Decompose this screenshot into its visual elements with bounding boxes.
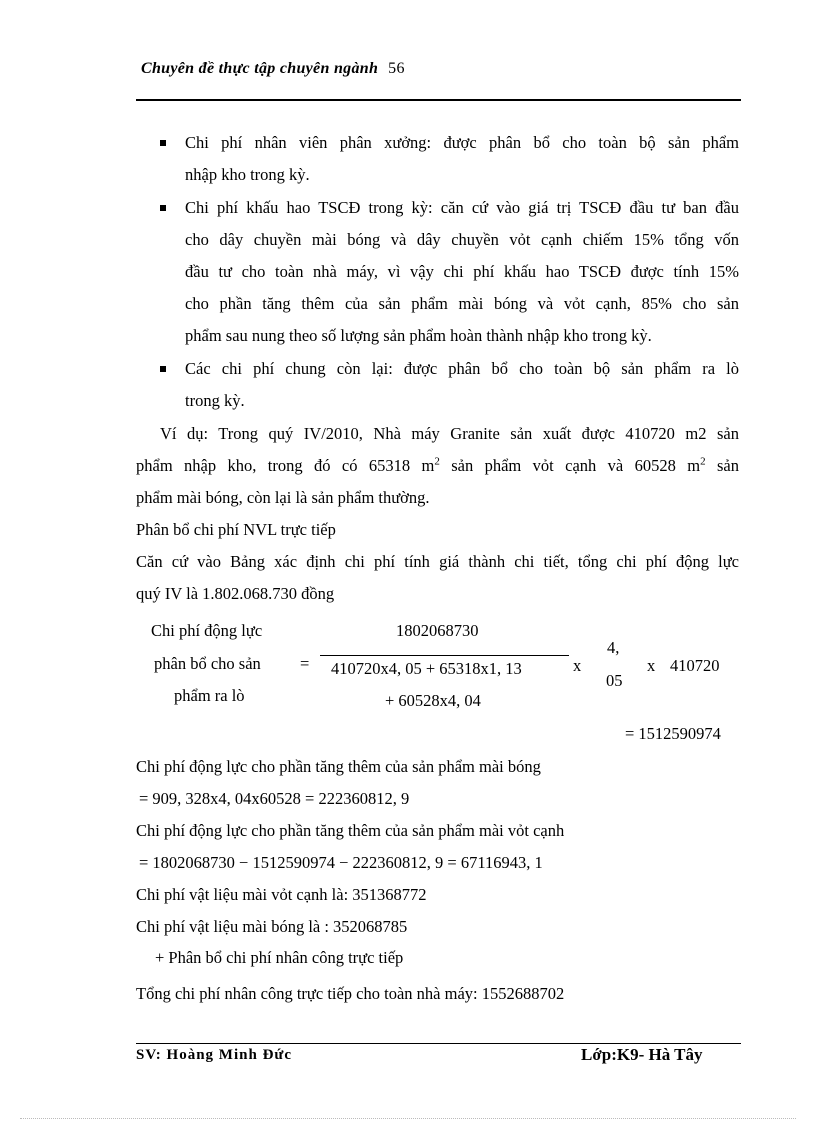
- calc-1-label: Chi phí động lực cho phần tăng thêm của sản phẩm mài bóng: [136, 757, 541, 776]
- bullet-2-line-1: Chi phí khấu hao TSCĐ trong kỳ: căn cứ vào giá trị TSCĐ đầu tư ban đầu: [185, 198, 739, 217]
- calc-2-value: = 1802068730 − 1512590974 − 222360812, 9 = 67116943, 1: [139, 853, 543, 872]
- page-edge-dots: [20, 1118, 796, 1119]
- example-line-3: phẩm mài bóng, còn lại là sản phẩm thường.: [136, 488, 430, 507]
- bullet-1-line-1: Chi phí nhân viên phân xưởng: được phân bổ cho toàn bộ sản phẩm: [185, 133, 739, 152]
- page-header: [141, 60, 405, 78]
- formula-multiplier: 410720: [670, 656, 720, 675]
- bullet-marker: [160, 366, 166, 372]
- formula-times-1: x: [573, 656, 582, 675]
- formula-factor-top: 4,: [607, 638, 620, 657]
- bullet-marker: [160, 205, 166, 211]
- formula-numerator: 1802068730: [396, 621, 479, 640]
- header-title: Chuyên đề thực tập chuyên ngành: [141, 60, 379, 77]
- bullet-1-line-2: nhập kho trong kỳ.: [185, 165, 310, 184]
- bullet-marker: [160, 140, 166, 146]
- formula-label-3: phẩm ra lò: [174, 686, 245, 705]
- formula-denominator-2: + 60528x4, 04: [385, 691, 481, 710]
- formula-label-1: Chi phí động lực: [151, 621, 263, 640]
- formula-factor-bottom: 05: [606, 671, 623, 690]
- bullet-2-line-4: cho phần tăng thêm của sản phẩm mài bóng và vỏt cạnh, 85% cho sản: [185, 294, 739, 313]
- example-line-2: phẩm nhập kho, trong đó có 65318 $m^2$ sản phẩm vỏt cạnh và 60528 $m^2$ sản: [136, 455, 739, 475]
- material-line-1: Chi phí vật liệu mài vỏt cạnh là: 351368772: [136, 885, 427, 904]
- fraction-bar: [320, 655, 569, 656]
- formula-result: = 1512590974: [625, 724, 721, 743]
- footer-rule: [136, 1043, 741, 1044]
- bullet-3-line-2: trong kỳ.: [185, 391, 245, 410]
- footer-class: Lớp:K9- Hà Tây: [581, 1045, 703, 1064]
- basis-line-1: Căn cứ vào Bảng xác định chi phí tính giá thành chi tiết, tổng chi phí động lực: [136, 552, 739, 571]
- header-rule: [136, 99, 741, 101]
- bullet-2-line-3: đầu tư cho toàn nhà máy, vì vậy chi phí khấu hao TSCĐ được tính 15%: [185, 262, 739, 281]
- formula-equals: =: [300, 654, 310, 673]
- labor-total: Tổng chi phí nhân công trực tiếp cho toàn nhà máy: 1552688702: [136, 984, 565, 1003]
- bullet-2-line-2: cho dây chuyền mài bóng và dây chuyền vỏt cạnh chiếm 15% tổng vốn: [185, 230, 739, 249]
- labor-heading: + Phân bổ chi phí nhân công trực tiếp: [155, 948, 404, 967]
- calc-1-value: = 909, 328x4, 04x60528 = 222360812, 9: [139, 789, 410, 808]
- footer-student: SV: Hoàng Minh Đức: [136, 1047, 293, 1063]
- formula-times-2: x: [647, 656, 656, 675]
- bullet-2-line-5: phẩm sau nung theo số lượng sản phẩm hoàn thành nhập kho trong kỳ.: [185, 326, 652, 345]
- nvl-heading: Phân bổ chi phí NVL trực tiếp: [136, 520, 336, 539]
- bullet-3-line-1: Các chi phí chung còn lại: được phân bổ cho toàn bộ sản phẩm ra lò: [185, 359, 739, 378]
- formula-label-2: phân bổ cho sản: [154, 654, 261, 673]
- formula-denominator-1: 410720x4, 05 + 65318x1, 13: [331, 659, 522, 678]
- example-line-1: Ví dụ: Trong quý IV/2010, Nhà máy Granite sản xuất được 410720 m2 sản: [160, 424, 739, 443]
- page-number: 56: [388, 60, 405, 77]
- basis-line-2: quý IV là 1.802.068.730 đồng: [136, 584, 335, 603]
- calc-2-label: Chi phí động lực cho phần tăng thêm của sản phẩm mài vỏt cạnh: [136, 821, 565, 840]
- material-line-2: Chi phí vật liệu mài bóng là : 352068785: [136, 917, 408, 936]
